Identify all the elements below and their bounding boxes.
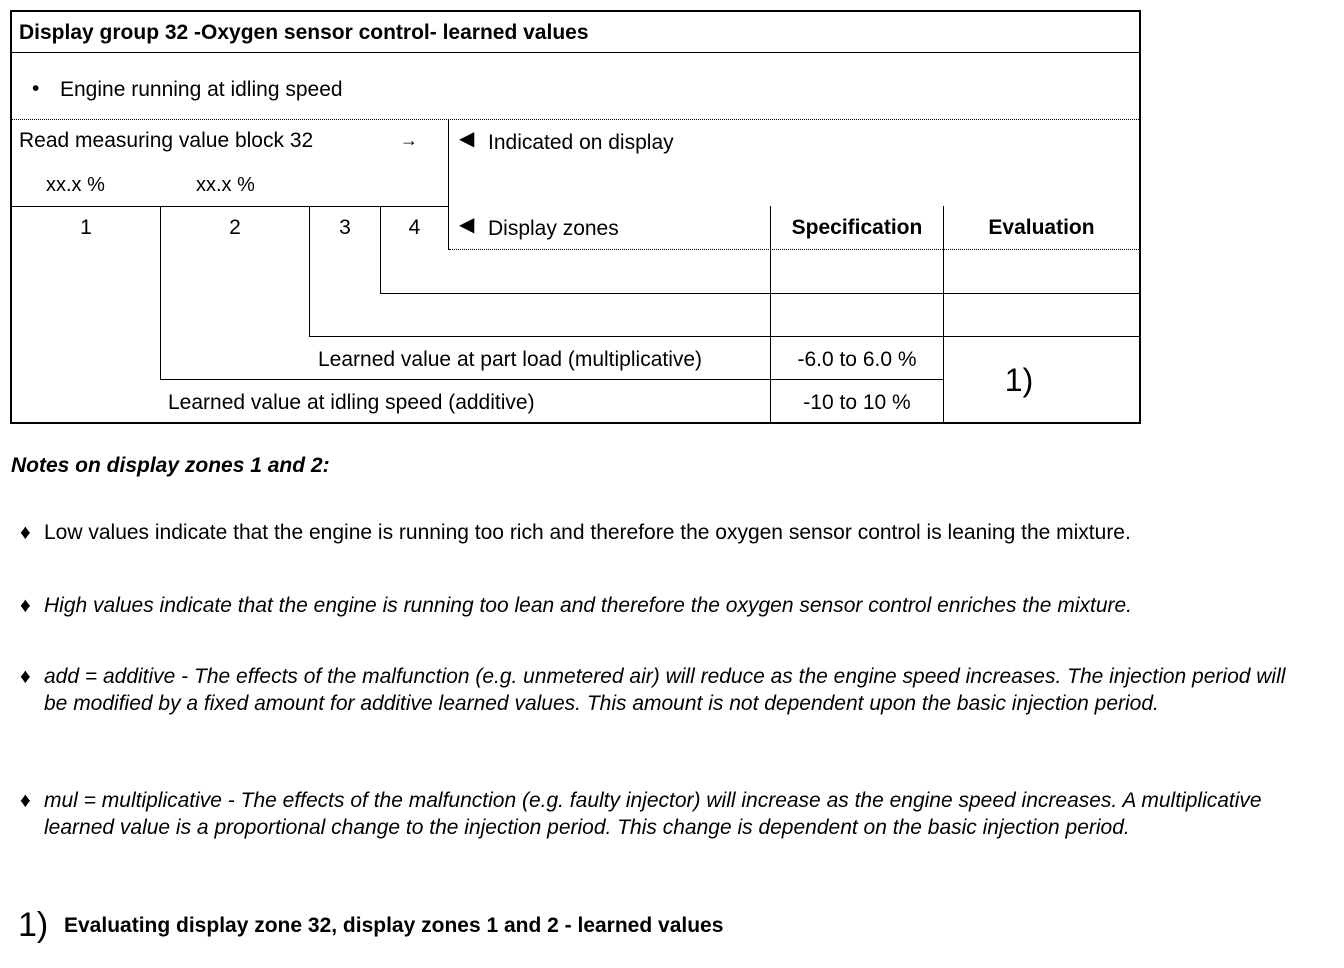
note-text: High values indicate that the engine is running too lean and therefore the oxygen sensor control enriches the mixture. bbox=[44, 594, 1133, 617]
idle-label: Learned value at idling speed (additive) bbox=[168, 391, 535, 414]
diamond-bullet-icon: ♦ bbox=[20, 594, 31, 617]
table-border-top bbox=[10, 10, 1141, 12]
notes-heading: Notes on display zones 1 and 2: bbox=[11, 454, 330, 477]
condition-bullet: • bbox=[32, 77, 40, 100]
zone-number-3: 3 bbox=[339, 216, 351, 239]
note-item-3 bbox=[20, 663, 1310, 717]
value-zone-2: xx.x % bbox=[196, 174, 255, 196]
read-block-label: Read measuring value block 32 bbox=[19, 129, 314, 152]
zone-1-2-divider bbox=[160, 206, 161, 380]
value-zone-1: xx.x % bbox=[46, 174, 105, 196]
note-item-4 bbox=[20, 787, 1310, 841]
note-text: Low values indicate that the engine is running too rich and therefore the oxygen sensor control is leaning the mixture. bbox=[44, 521, 1131, 544]
zone-3-4-divider bbox=[380, 206, 381, 294]
footnote-marker: 1) bbox=[18, 906, 49, 944]
note-text: add = additive - The effects of the malfunction (e.g. unmetered air) will reduce as the engine speed increases. The injection period will be modified by a fixed amount for additive learned values. This amount is not dependent upon the basic injection period. bbox=[44, 665, 1286, 715]
zone-3-row-line bbox=[309, 336, 1141, 337]
zone-number-1: 1 bbox=[80, 216, 92, 239]
read-block-arrow: → bbox=[400, 130, 418, 150]
zone-2-row-line bbox=[160, 379, 944, 380]
table-title: Display group 32 -Oxygen sensor control- learned values bbox=[19, 21, 589, 44]
condition-text: Engine running at idling speed bbox=[60, 78, 343, 101]
part-load-spec: -6.0 to 6.0 % bbox=[797, 348, 917, 371]
zone-4-row-line bbox=[380, 293, 1141, 294]
display-zones-divider bbox=[449, 249, 1139, 250]
zone-header-divider bbox=[10, 206, 449, 207]
display-zones-label: Display zones bbox=[488, 217, 619, 240]
note-item-2 bbox=[20, 592, 1310, 619]
display-zones-pointer-icon: ◀ bbox=[459, 214, 475, 236]
upper-vertical-divider bbox=[448, 119, 449, 250]
evaluation-footnote-ref: 1) bbox=[1004, 362, 1034, 398]
evaluation-header: Evaluation bbox=[988, 216, 1095, 239]
diamond-bullet-icon: ♦ bbox=[20, 789, 31, 812]
note-text: mul = multiplicative - The effects of the malfunction (e.g. faulty injector) will increase as the engine speed increases. A multiplicative learned value is a proportional change to the injection period. This change is dependent on the basic injection period. bbox=[44, 789, 1262, 839]
table-border-bottom bbox=[10, 422, 1141, 424]
table-border-right bbox=[1139, 10, 1141, 424]
specification-header: Specification bbox=[791, 216, 923, 239]
note-item-1 bbox=[20, 519, 1310, 546]
condition-divider bbox=[10, 119, 1141, 120]
zone-number-4: 4 bbox=[408, 216, 421, 239]
part-load-label: Learned value at part load (multiplicative) bbox=[318, 348, 703, 371]
footnote-text: Evaluating display zone 32, display zones 1 and 2 - learned values bbox=[64, 914, 724, 937]
diamond-bullet-icon: ♦ bbox=[20, 665, 31, 688]
zone-number-2: 2 bbox=[229, 216, 241, 239]
idle-spec: -10 to 10 % bbox=[803, 391, 911, 414]
indicated-on-display: Indicated on display bbox=[488, 131, 674, 154]
indicated-pointer-icon: ◀ bbox=[459, 128, 475, 150]
title-divider bbox=[10, 52, 1141, 53]
diamond-bullet-icon: ♦ bbox=[20, 521, 31, 544]
zone-2-3-divider bbox=[309, 206, 310, 337]
